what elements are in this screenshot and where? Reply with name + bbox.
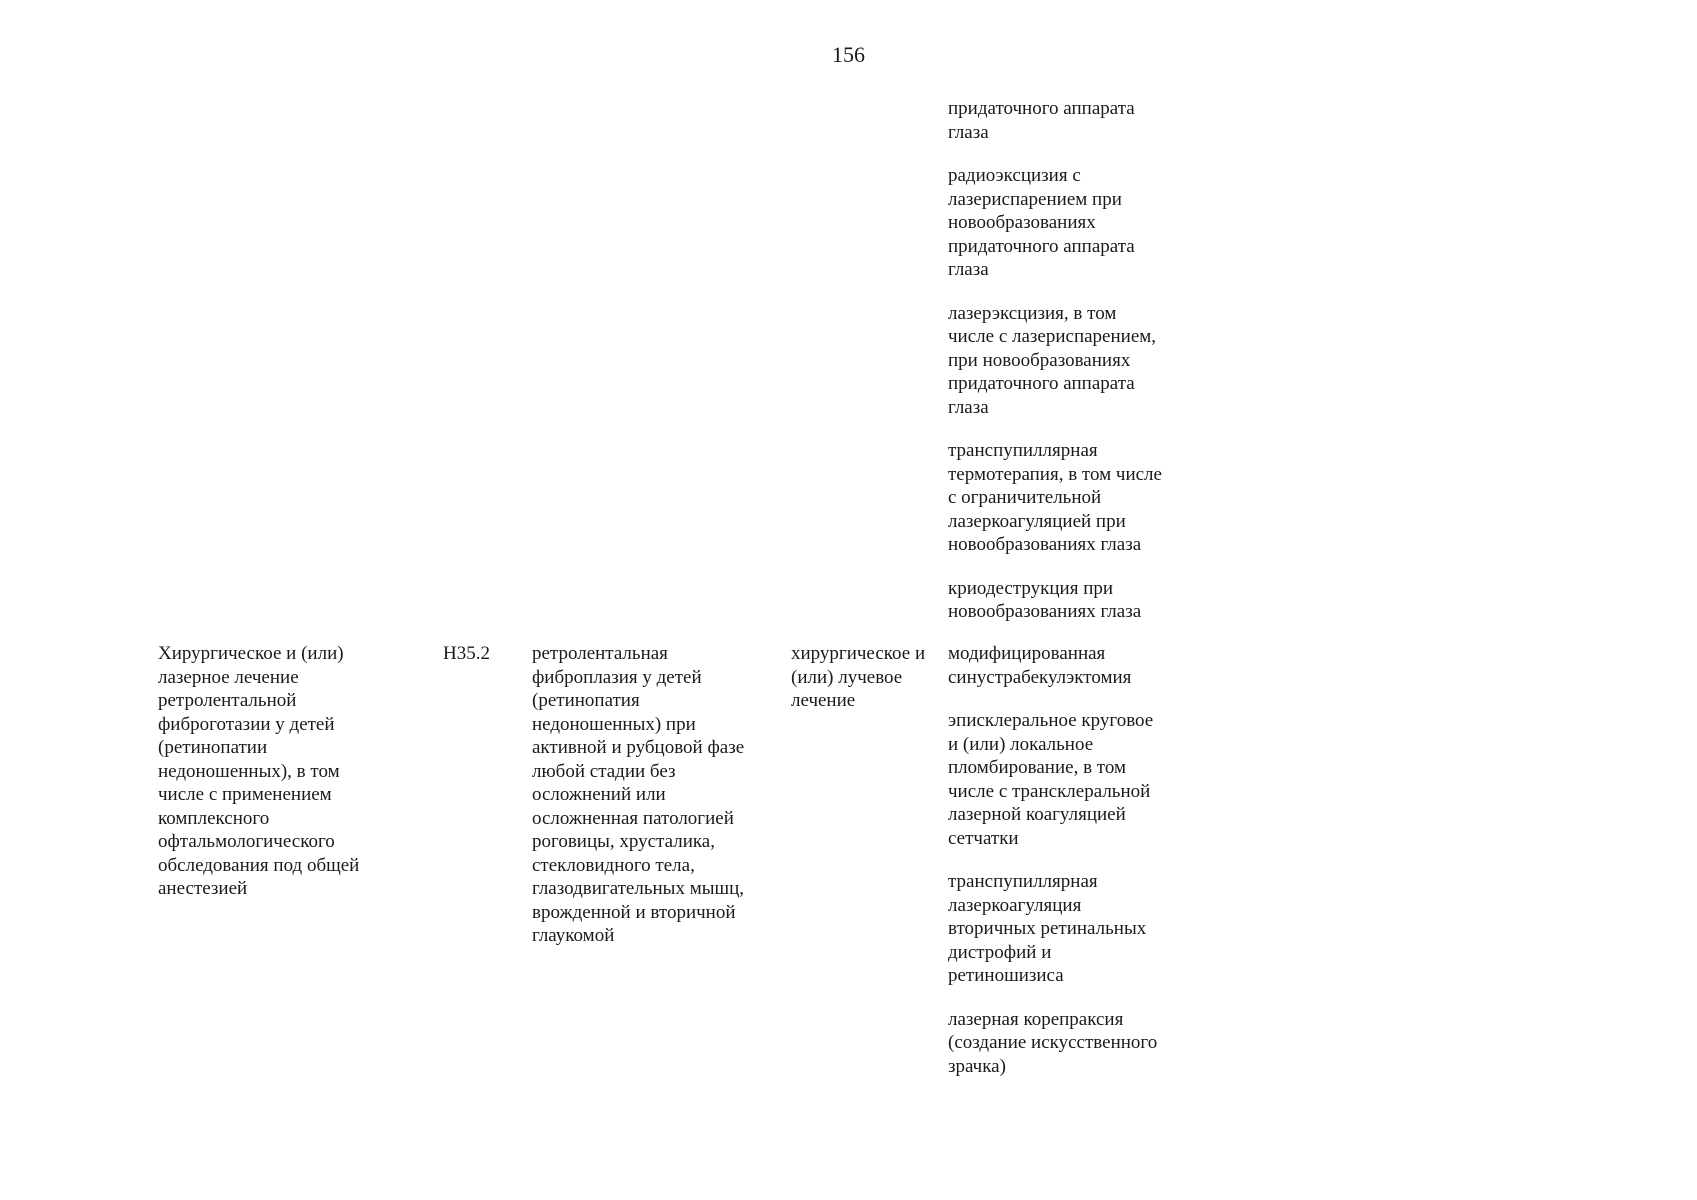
- treatment-type: хирургическое и (или) лучевое лечение: [791, 643, 926, 711]
- method-item: модифицированная синустрабекулэктомия: [948, 643, 1132, 688]
- method-item: транспупиллярная термотерапия, в том числе с ограничительной лазеркоагуляцией при новообразованиях глаза: [948, 440, 1162, 555]
- method-item: лазерэксцизия, в том числе с лазериспарением, при новообразованиях придаточного аппарата глаза: [948, 302, 1157, 418]
- care-type-name: Хирургическое и (или) лазерное лечение ретролентальной фиброготазии у детей (ретинопатии недоношенных), в том числе с применением комплексного офтальмологического обследования под общей анестезией: [158, 643, 360, 899]
- method-item: криодеструкция при новообразованиях глаза: [948, 577, 1142, 622]
- icd-code: H35.2: [443, 643, 490, 664]
- method-item: эписклеральное круговое и (или) локальное пломбирование, в том числе с трансклеральной лазерной коагуляцией сетчатки: [948, 710, 1154, 849]
- patient-model: ретролентальная фиброплазия у детей (ретинопатия недоношенных) при активной и рубцовой фазе любой стадии без осложнений или осложненная патологией роговицы, хрусталика, стекловидного тела, глазодвигательных мышц, врожденной и вторичной глаукомой: [532, 643, 745, 946]
- method-item: радиоэксцизия с лазериспарением при новообразованиях придаточного аппарата глаза: [948, 165, 1135, 280]
- method-item: лазерная корепраксия (создание искусственного зрачка): [948, 1008, 1158, 1077]
- continued-methods-column: [948, 97, 1208, 624]
- treatment-methods-column: [948, 642, 1208, 1078]
- method-item: придаточного аппарата глаза: [948, 98, 1135, 143]
- page-number: 156: [832, 42, 865, 67]
- method-item: транспупиллярная лазеркоагуляция вторичных ретинальных дистрофий и ретиношизиса: [948, 871, 1147, 986]
